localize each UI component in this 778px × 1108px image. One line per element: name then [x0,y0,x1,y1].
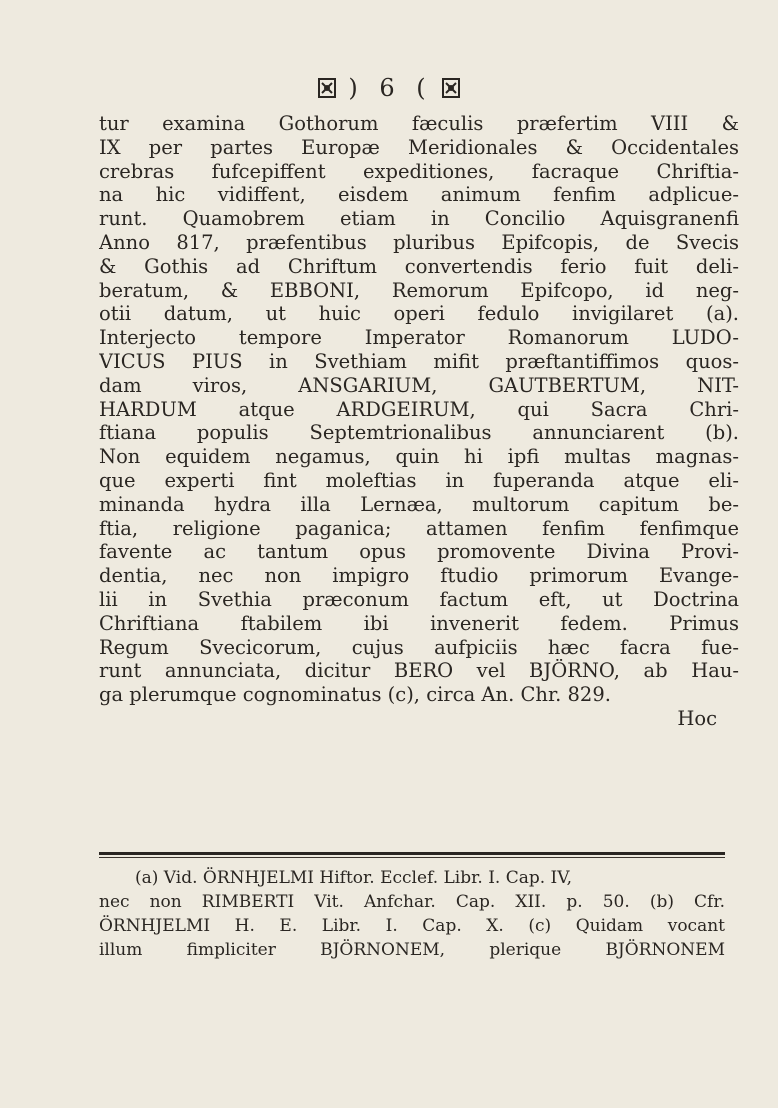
body-line: runt annunciata, dicitur BERO vel BJÖRNO, ab Hau- [99,659,739,683]
body-line: ftia, religione paganica; attamen fenfim fenfimque [99,516,739,540]
catchword: Hoc [677,706,717,730]
body-line: Chriftiana ftabilem ibi invenerit fedem. Primus [99,611,739,635]
body-line: Non equidem negamus, quin hi ipfi multas magnas- [99,445,739,469]
body-line: Anno 817, præfentibus pluribus Epifcopis, de Svecis [99,230,739,254]
footnote-line: ÖRNHJELMI H. E. Libr. I. Cap. X. (c) Quidam vocant [99,916,725,936]
body-line: runt. Quamobrem etiam in Concilio Aquisgranenfi [99,207,739,231]
body-line: VICUS PIUS in Svethiam mifit præftantiffimos quos- [99,349,739,373]
body-line: que experti fint moleftias in fuperanda atque eli- [99,468,739,492]
body-line: minanda hydra illa Lernæa, multorum capitum be- [99,492,739,516]
body-line: dam viros, ANSGARIUM, GAUTBERTUM, NIT- [99,373,739,397]
footnotes [99,866,725,962]
body-line: lii in Svethia præconum factum eft, ut Doctrina [99,587,739,611]
ornament-right-icon [441,77,461,99]
body-line: na hic vidiffent, eisdem animum fenfim adplicue- [99,183,739,207]
footnote-rule [99,852,725,855]
body-line: IX per partes Europæ Meridionales & Occidentales [99,135,739,159]
body-line: crebras fufcepiffent expeditiones, facraque Chriftia- [99,159,739,183]
body-text [99,112,739,731]
footnote-line: (a) Vid. ÖRNHJELMI Hiftor. Ecclef. Libr. I. Cap. IV, [135,868,572,888]
page-number: 6 [379,74,399,102]
body-line: beratum, & EBBONI, Remorum Epifcopo, id neg- [99,278,739,302]
body-line: ga plerumque cognominatus (c), circa An. Chr. 829. [99,683,611,707]
footnote-line: illum fimpliciter BJÖRNONEM, plerique BJÖRNONEM [99,940,725,960]
body-line: tur examina Gothorum fæculis præfertim VIII & [99,112,739,135]
footnote-line: nec non RIMBERTI Vit. Anfchar. Cap. XII. p. 50. (b) Cfr. [99,892,725,912]
body-line: Interjecto tempore Imperator Romanorum LUDO- [99,326,739,350]
ornament-left-icon [317,77,337,99]
body-line: & Gothis ad Chriftum convertendis ferio fuit deli- [99,254,739,278]
body-line: Regum Svecicorum, cujus aufpiciis hæc facra fue- [99,635,739,659]
header-bracket-right: ( [416,74,430,102]
body-line: ftiana populis Septemtrionalibus annunciarent (b). [99,421,739,445]
body-line: otii datum, ut huic operi fedulo invigilaret (a). [99,302,739,326]
header-bracket-left: ) [348,74,362,102]
footnote-rule-thin [99,857,725,858]
body-line: dentia, nec non impigro ftudio primorum Evange- [99,564,739,588]
body-line: HARDUM atque ARDGEIRUM, qui Sacra Chri- [99,397,739,421]
page-header [0,74,778,102]
body-line: favente ac tantum opus promovente Divina Provi- [99,540,739,564]
